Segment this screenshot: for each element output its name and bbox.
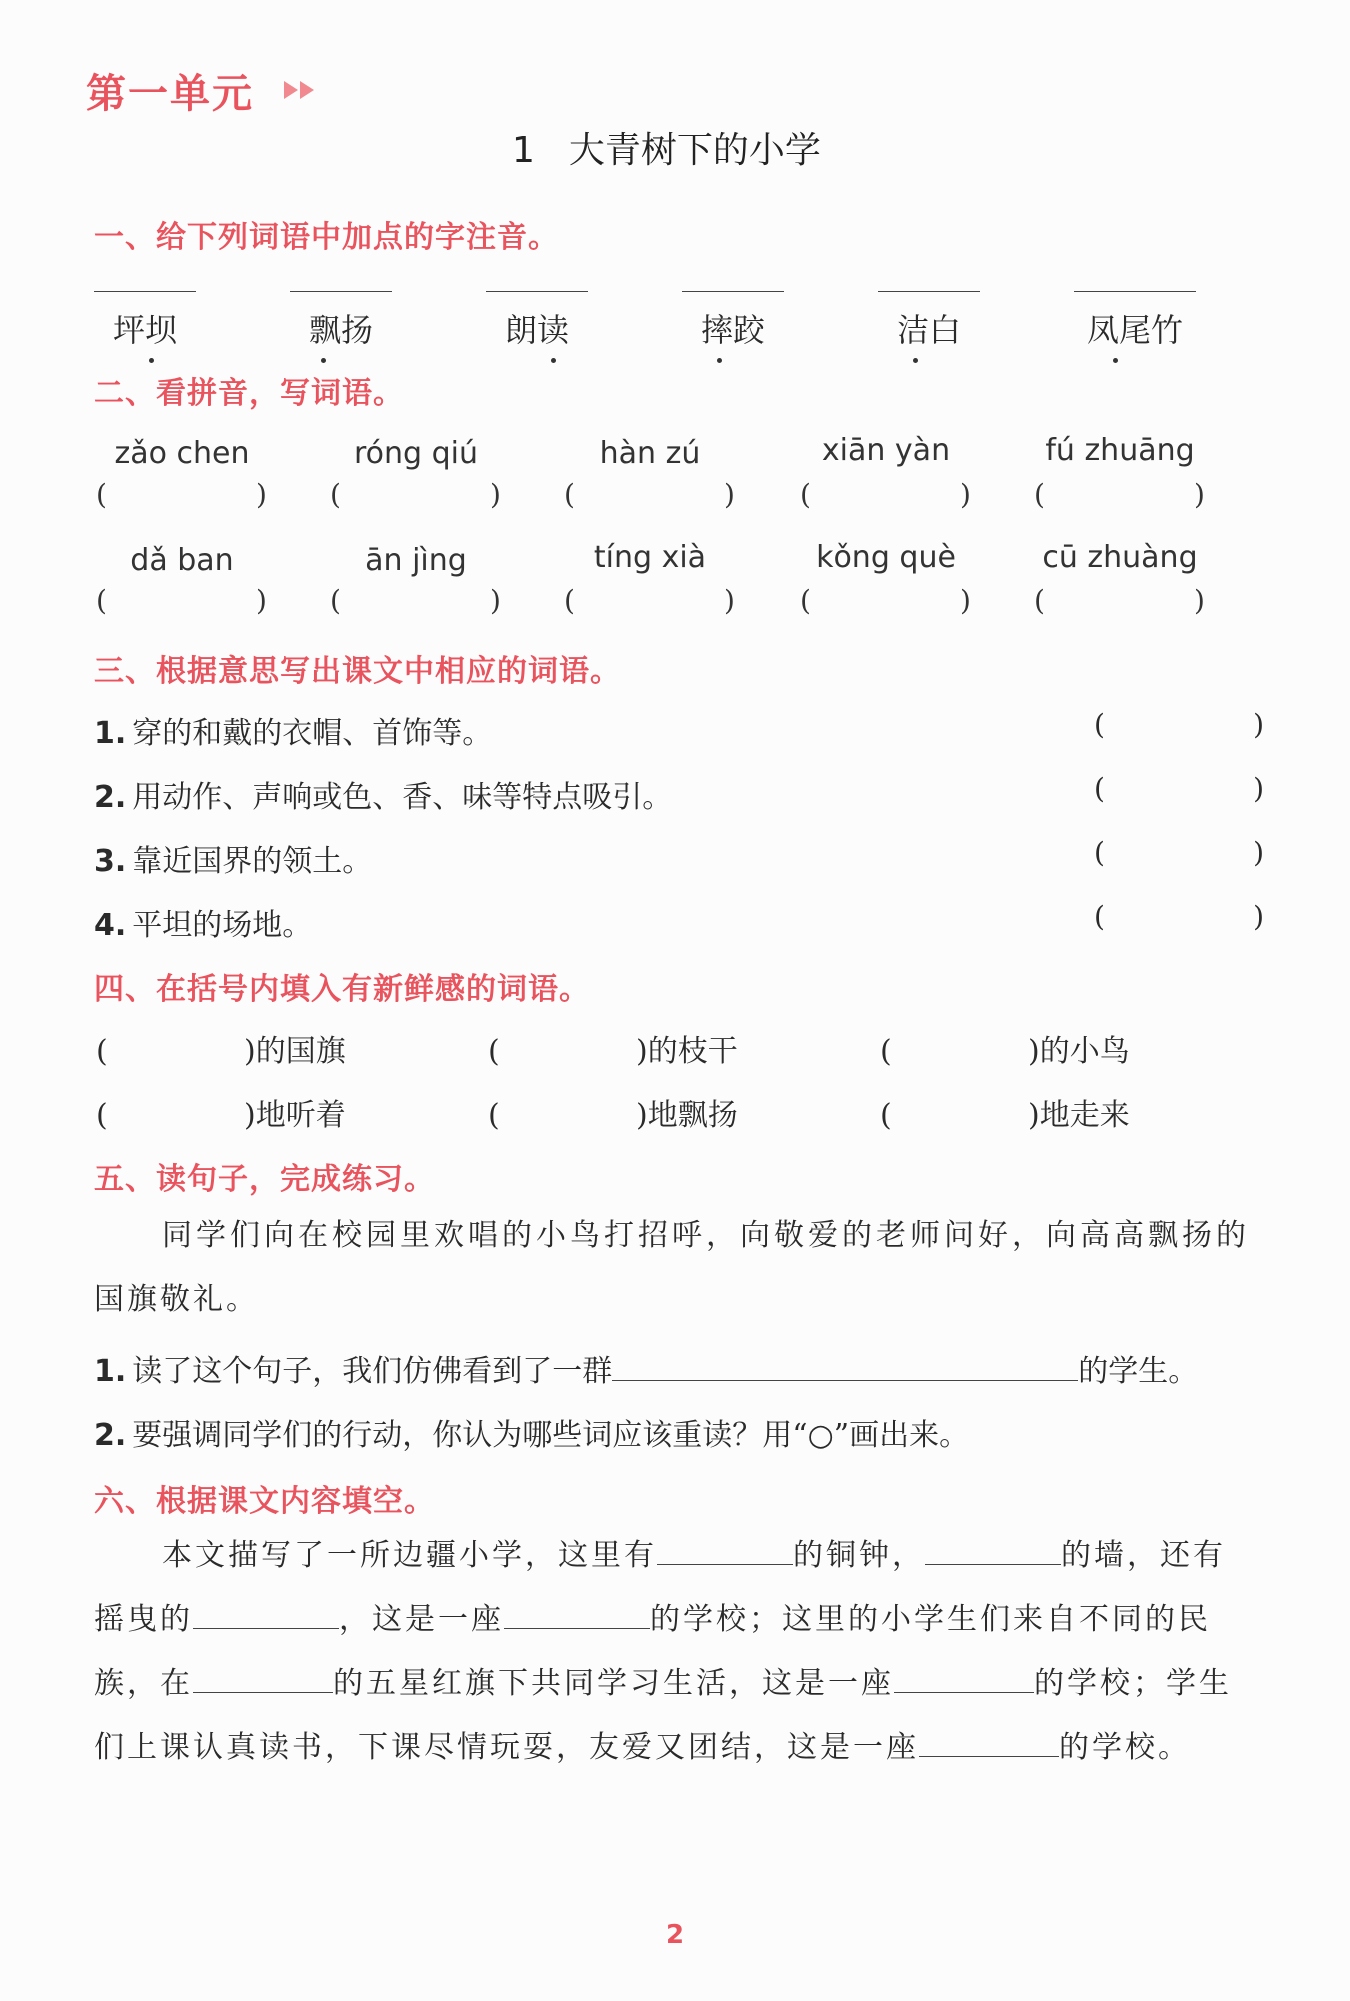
answer-parens[interactable]: ( ) [1094, 900, 1264, 933]
word-item: 坪坝 [80, 305, 210, 351]
answer-blank[interactable] [612, 1354, 1078, 1381]
pinyin-line[interactable] [682, 291, 784, 292]
word-item: 朗读 [472, 305, 602, 351]
passage: 本文描写了一所边疆小学，这里有 的铜钟， 的墙，还有 摇曳的 ，这是一座 的学校；这里的小学生们来自不同的民 族，在 的五星红旗下共同学习生活，这是一座 的学校；学生 们上课认真读书，下课尽情玩耍，友爱又团结，这是一座 的学校。 [94, 1538, 1232, 1765]
pinyin: tíng xià [593, 540, 707, 575]
unit-title: 第一单元 [86, 71, 254, 117]
section3-heading: 三、根据意思写出课文中相应的词语。 [94, 654, 621, 689]
paren-close: ) [960, 584, 971, 617]
list-item: 4. 平坦的场地。 [94, 908, 313, 943]
pinyin-line[interactable] [94, 291, 196, 292]
paren-close: ) [490, 478, 501, 511]
paren-open[interactable]: ( [564, 584, 575, 617]
list-item: 1. 穿的和戴的衣帽、首饰等。 [94, 716, 493, 751]
passage-cont: 国旗敬礼。 [94, 1282, 259, 1317]
paren-open[interactable]: ( [564, 478, 575, 511]
pinyin: zǎo chen [114, 436, 250, 471]
fill-item[interactable]: ( )的国旗 [96, 1034, 346, 1069]
word-item: 摔跤 [668, 305, 798, 351]
answer-blank[interactable] [919, 1730, 1059, 1757]
fill-item[interactable]: ( )的小鸟 [880, 1034, 1130, 1069]
page-number: 2 [666, 1920, 685, 1950]
question-1: 1. 读了这个句子，我们仿佛看到了一群 的学生。 [94, 1354, 1199, 1389]
paren-close: ) [724, 478, 735, 511]
paren-close: ) [490, 584, 501, 617]
paren-open[interactable]: ( [330, 584, 341, 617]
fill-item[interactable]: ( )的枝干 [488, 1034, 738, 1069]
pinyin: róng qiú [353, 436, 478, 471]
paren-close: ) [256, 584, 267, 617]
word-item: 洁白 [864, 305, 994, 351]
passage: 同学们向在校园里欢唱的小鸟打招呼，向敬爱的老师问好，向高高飘扬的 [162, 1218, 1250, 1253]
section1-heading: 一、给下列词语中加点的字注音。 [94, 220, 559, 255]
word-item: 飘扬 [276, 305, 406, 351]
paren-close: ) [724, 584, 735, 617]
section5-heading: 五、读句子，完成练习。 [94, 1162, 435, 1197]
answer-blank[interactable] [504, 1602, 650, 1629]
paren-open[interactable]: ( [96, 584, 107, 617]
double-arrow-icon [282, 78, 322, 102]
pinyin-line[interactable] [486, 291, 588, 292]
lesson-title [512, 122, 821, 173]
word-item: 凤尾竹 [1060, 305, 1210, 351]
answer-blank[interactable] [193, 1602, 339, 1629]
answer-parens[interactable]: ( ) [1094, 708, 1264, 741]
paren-close: ) [1194, 478, 1205, 511]
question-2: 2. 要强调同学们的行动，你认为哪些词应该重读？用“○”画出来。 [94, 1418, 970, 1453]
lesson-number: 1 [512, 130, 535, 171]
section2-heading: 二、看拼音，写词语。 [94, 376, 404, 411]
list-item: 3. 靠近国界的领土。 [94, 844, 373, 879]
fill-item[interactable]: ( )地走来 [880, 1098, 1130, 1133]
paren-close: ) [256, 478, 267, 511]
answer-parens[interactable]: ( ) [1094, 836, 1264, 869]
answer-blank[interactable] [657, 1538, 793, 1565]
lesson-name: 大青树下的小学 [568, 130, 821, 171]
pinyin: kǒng què [816, 540, 956, 575]
pinyin-line[interactable] [878, 291, 980, 292]
section6-heading: 六、根据课文内容填空。 [94, 1484, 435, 1519]
paren-open[interactable]: ( [96, 478, 107, 511]
paren-close: ) [1194, 584, 1205, 617]
paren-open[interactable]: ( [1034, 584, 1045, 617]
paren-open[interactable]: ( [800, 478, 811, 511]
pinyin: hàn zú [599, 436, 701, 471]
paren-close: ) [960, 478, 971, 511]
pinyin: xiān yàn [821, 433, 951, 468]
answer-blank[interactable] [894, 1666, 1034, 1693]
answer-parens[interactable]: ( ) [1094, 772, 1264, 805]
paren-open[interactable]: ( [800, 584, 811, 617]
list-item: 2. 用动作、声响或色、香、味等特点吸引。 [94, 780, 673, 815]
paren-open[interactable]: ( [1034, 478, 1045, 511]
section4-heading: 四、在括号内填入有新鲜感的词语。 [94, 972, 590, 1007]
fill-item[interactable]: ( )地听着 [96, 1098, 346, 1133]
fill-item[interactable]: ( )地飘扬 [488, 1098, 738, 1133]
pinyin: fú zhuāng [1045, 433, 1195, 468]
pinyin: cū zhuàng [1042, 540, 1198, 575]
pinyin-line[interactable] [290, 291, 392, 292]
paren-open[interactable]: ( [330, 478, 341, 511]
pinyin: dǎ ban [130, 543, 234, 578]
answer-blank[interactable] [193, 1666, 333, 1693]
pinyin: ān jìng [365, 543, 467, 578]
answer-blank[interactable] [925, 1538, 1061, 1565]
pinyin-line[interactable] [1074, 291, 1196, 292]
